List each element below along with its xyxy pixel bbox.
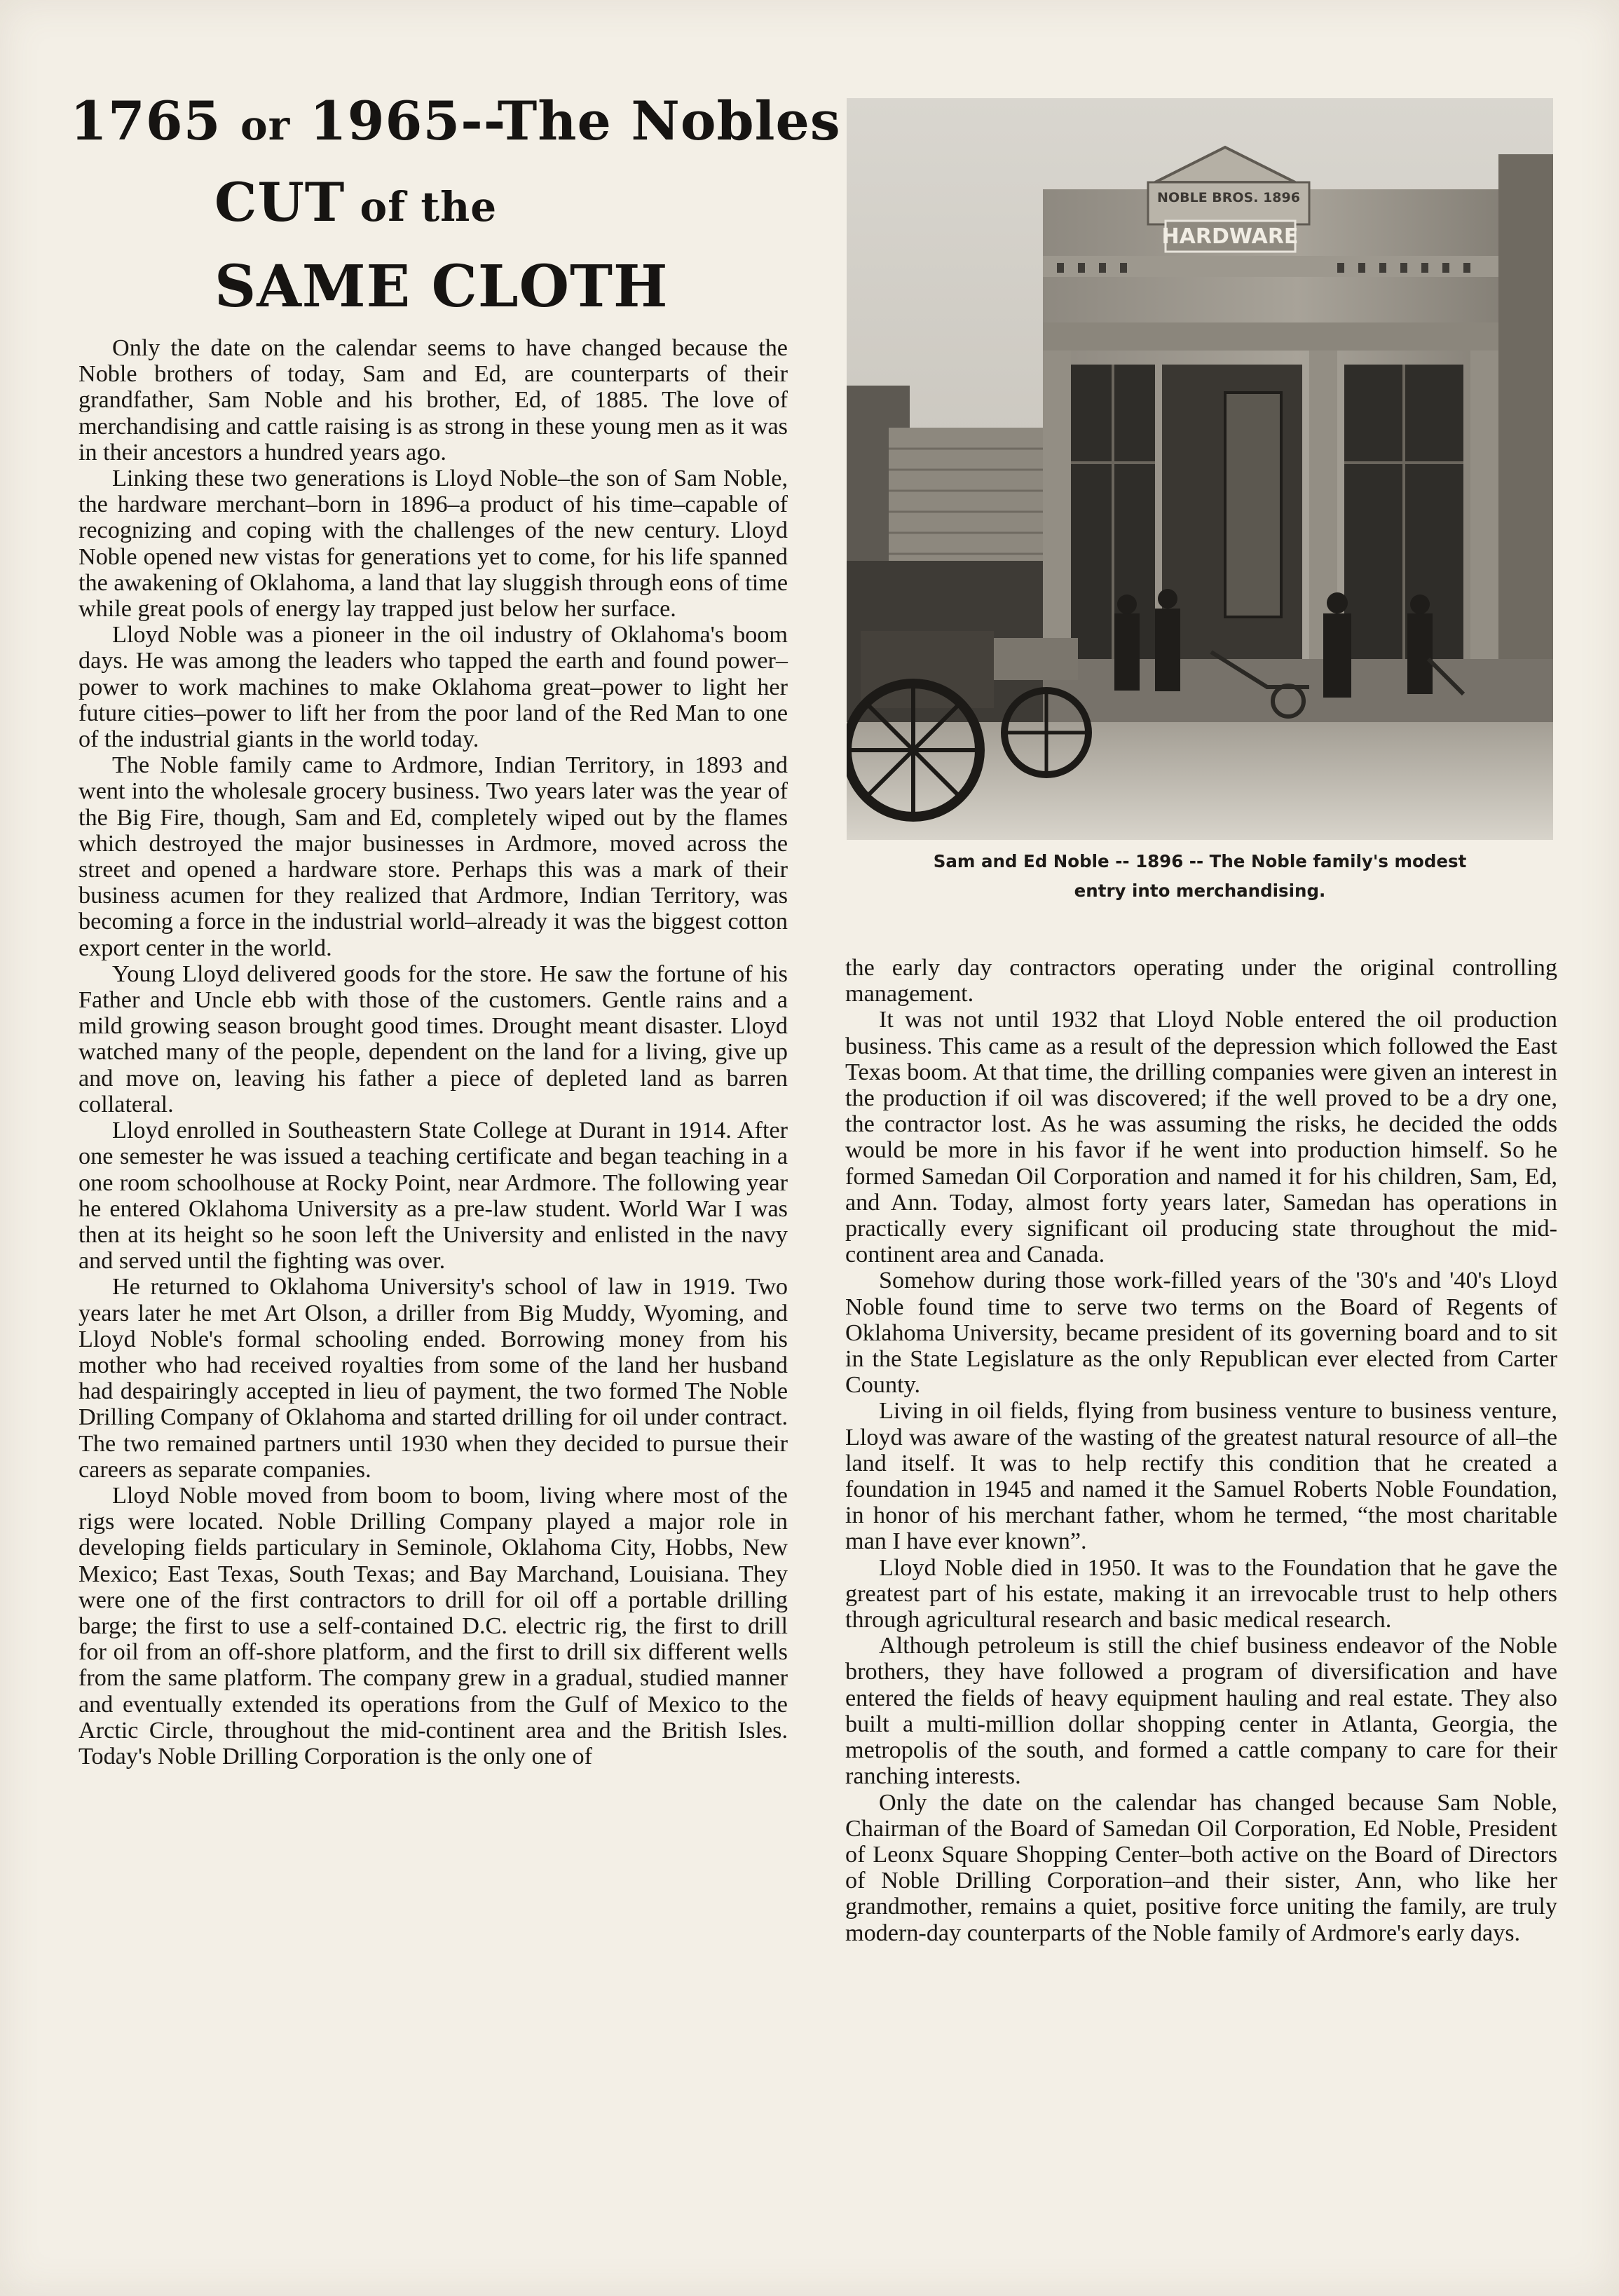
paragraph: Only the date on the calendar has changed because Sam Noble, Chairman of the Board of Samedan Oil Corporation, Ed Noble, President of Leonx Square Shopping Center–both active on the Board of Directors of Noble Drilling Corporation–and their sister, Ann, who like her grandmother, remains a quiet, positive force uniting the family, are truly modern-day counterparts of the Noble family of Ardmore's early days. — [845, 1789, 1557, 1946]
paragraph: Lloyd Noble moved from boom to boom, living where most of the rigs were located. Noble Drilling Company played a major role in developing fields particulary in Seminole, Oklahoma City, Hobbs, New Mexico; East Texas, South Texas; and Bay Marchand, Louisiana. They were one of the first contractors to drill for oil off a portable drilling barge; the first to use a self-contained D.C. electric rig, the first to drill for oil from an off-shore platform, and the first to drill six different wells from the same platform. The company grew in a gradual, studied manner and eventually extended its operations from the Gulf of Mexico to the Arctic Circle, throughout the mid-continent area and the British Isles. Today's Noble Drilling Corporation is the only one of — [78, 1482, 788, 1769]
headline-year-1765: 1765 — [70, 90, 240, 152]
paragraph: Lloyd Noble was a pioneer in the oil industry of Oklahoma's boom days. He was among the leaders who tapped the earth and found power–power to work machines to make Oklahoma great–power to light her future cities–power to lift her from the poor land of the Red Man to one of the industrial giants in the world today. — [78, 622, 788, 753]
paragraph: Young Lloyd delivered goods for the store. He saw the fortune of his Father and Uncle ebb with those of the customers. Gentle rains and a mild growing season brought good times. Drought meant disaster. Lloyd watched many of the people, dependent on the land for a living, give up and move on, leaving his father a piece of depleted land as barren collateral. — [78, 960, 788, 1118]
headline-or: or — [240, 102, 291, 149]
paragraph: Lloyd Noble died in 1950. It was to the Foundation that he gave the greatest part of his estate, making it an irrevocable trust to help others through agricultural research and basic medical research. — [845, 1554, 1557, 1633]
headline-line-1 — [70, 83, 841, 164]
paragraph: Somehow during those work-filled years of the '30's and '40's Lloyd Noble found time to serve two terms on the Board of Regents of Oklahoma University, became president of its governing board and to sit in the State Legislature as the only Republican ever elected from Carter County. — [845, 1268, 1557, 1399]
headline-year-1965-nobles: 1965--The Nobles — [290, 90, 841, 152]
headline-cut: CUT — [214, 171, 346, 233]
photo-sign-hardware: HARDWARE — [1161, 224, 1299, 249]
paragraph: It was not until 1932 that Lloyd Noble entered the oil production business. This came as a result of the depression which followed the East Texas boom. At that time, the drilling companies were given an interest in the production if oil was discovered; if the well proved to be a dry one, the contractor lost. As he was assuming the risks, he decided the odds would be more in his favor if he went into production himself. So he formed Samedan Oil Corporation and named it for his children, Sam, Ed, and Ann. Today, almost forty years later, Samedan has operations in practically every significant oil producing state throughout the mid-continent area and Canada. — [845, 1007, 1557, 1268]
right-column — [845, 955, 1557, 1946]
caption-line-2: entry into merchandising. — [1074, 881, 1326, 901]
paragraph: Lloyd enrolled in Southeastern State College at Durant in 1914. After one semester he was issued a teaching certificate and began teaching in a one room schoolhouse at Rocky Point, near Ardmore. The following year he entered Oklahoma University as a pre-law student. World War I was then at its height so he soon left the University and enlisted in the navy and served until the fighting was over. — [78, 1118, 788, 1275]
headline-of-the: of the — [345, 183, 498, 231]
caption-line-1: Sam and Ed Noble -- 1896 -- The Noble family's modest — [933, 851, 1467, 871]
article-headline — [70, 83, 841, 328]
headline-line-2 — [70, 164, 785, 245]
paragraph: Linking these two generations is Lloyd Noble–the son of Sam Noble, the hardware merchant–born in 1896–a product of his time–capable of recognizing and coping with the challenges of the new century. Lloyd Noble opened new vistas for generations yet to come, for his life spanned the awakening of Oklahoma, a land that lay sluggish through eons of time while great pools of energy lay trapped just below her surface. — [78, 466, 788, 623]
photo-illustration — [847, 98, 1553, 840]
photo-sign-noble-bros: NOBLE BROS. 1896 — [1157, 190, 1300, 205]
headline-line-3: SAME CLOTH — [214, 253, 669, 320]
left-column — [78, 335, 788, 1769]
paragraph: He returned to Oklahoma University's school of law in 1919. Two years later he met Art Olson, a driller from Big Muddy, Wyoming, and Lloyd Noble's formal schooling ended. Borrowing money from his mother who had received royalties from some of the land her husband had despairingly accepted in lieu of payment, the two formed The Noble Drilling Company of Oklahoma and started drilling for oil under contract. The two remained partners until 1930 when they decided to pursue their careers as separate companies. — [78, 1274, 788, 1483]
photo-caption — [845, 847, 1555, 906]
historic-photo-hardware-store — [847, 98, 1553, 840]
paragraph: Only the date on the calendar seems to have changed because the Noble brothers of today, Sam and Ed, are counterparts of their grandfather, Sam Noble and his brother, Ed, of 1885. The love of merchandising and cattle raising is as strong in these young men as it was in their ancestors a hundred years ago. — [78, 335, 788, 466]
paragraph: Living in oil fields, flying from business venture to business venture, Lloyd was aware of the wasting of the greatest natural resource of all–the land itself. It was to help rectify this condition that he created a foundation in 1945 and named it the Samuel Roberts Noble Foundation, in honor of his merchant father, whom he termed, “the most charitable man I have ever known”. — [845, 1398, 1557, 1555]
paragraph: The Noble family came to Ardmore, Indian Territory, in 1893 and went into the wholesale grocery business. Two years later was the year of the Big Fire, though, Sam and Ed, completely wiped out by the flames which destroyed the major businesses in Ardmore, moved across the street and opened a hardware store. Perhaps this was a mark of their business acumen for they realized that Ardmore, Indian Territory, was becoming a force in the industrial world–already it was the biggest cotton export center in the world. — [78, 752, 788, 961]
paragraph: the early day contractors operating under the original controlling management. — [845, 955, 1557, 1007]
paragraph: Although petroleum is still the chief business endeavor of the Noble brothers, they have followed a program of diversification and have entered the fields of heavy equipment hauling and real estate. They also built a multi-million dollar shopping center in Atlanta, Georgia, the metropolis of the south, and formed a cattle company to care for their ranching interests. — [845, 1633, 1557, 1790]
